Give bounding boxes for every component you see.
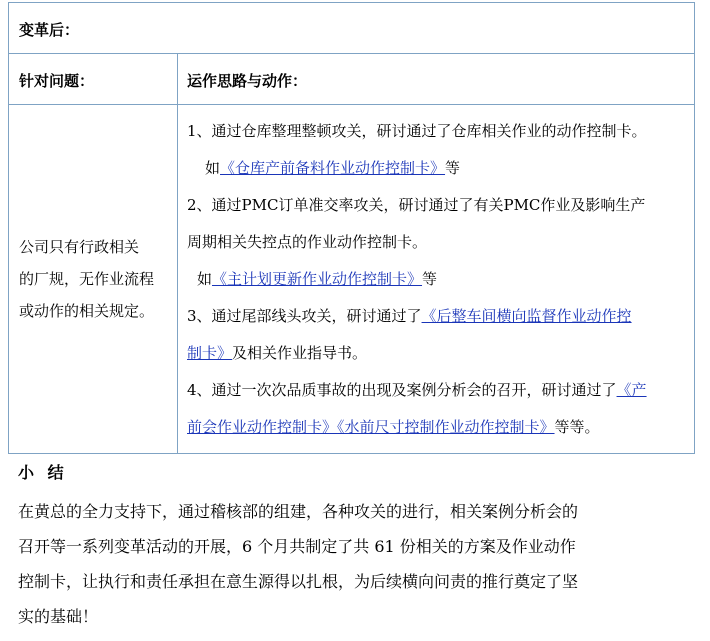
- link-master-plan-card[interactable]: 《主计划更新作业动作控制卡》: [212, 270, 423, 288]
- action-3-prefix: 3、通过尾部线头攻关，研讨通过了: [187, 307, 422, 325]
- summary-line: 在黄总的全力支持下，通过稽核部的组建，各种攻关的进行，相关案例分析会的: [18, 502, 579, 521]
- action-3-line-2: [187, 335, 692, 372]
- action-2-line-1: 2、通过PMC订单准交率攻关，研讨通过了有关PMC作业及影响生产: [187, 196, 646, 214]
- action-2-line-3: [187, 261, 692, 298]
- action-4-suffix: 等等。: [554, 418, 600, 436]
- link-size-control-card[interactable]: 《水前尺寸控制作业动作控制卡》: [337, 418, 555, 436]
- action-2-line-2: 周期相关失控点的作业动作控制卡。: [187, 233, 428, 251]
- action-4-prefix: 4、通过一次次品质事故的出现及案例分析会的召开，研讨通过了: [187, 381, 617, 399]
- action-2-prefix: 如: [197, 270, 213, 288]
- action-3-suffix: 及相关作业指导书。: [232, 344, 368, 362]
- actions-cell: [187, 113, 692, 446]
- summary-line: 实的基础！: [18, 607, 99, 626]
- action-3-line-1: [187, 298, 692, 335]
- problem-cell: [19, 231, 169, 327]
- summary-text: [18, 494, 694, 634]
- summary-line: 召开等一系列变革活动的开展，6 个月共制定了共 61 份相关的方案及作业动作: [18, 537, 576, 556]
- table-title-row: [9, 3, 694, 54]
- action-4-line-1: [187, 372, 692, 409]
- link-premeeting-card[interactable]: 《产: [616, 381, 647, 399]
- header-problem: 针对问题：: [19, 72, 95, 90]
- action-1-line-1: 1、通过仓库整理整顿攻关，研讨通过了仓库相关作业的动作控制卡。: [187, 122, 647, 140]
- summary-title: 小 结: [18, 463, 68, 482]
- summary-line: 控制卡，让执行和责任承担在意生源得以扎根，为后续横向问责的推行奠定了坚: [18, 572, 579, 591]
- link-finishing-card-cont[interactable]: 制卡》: [187, 344, 233, 362]
- table-title: 变革后：: [19, 21, 80, 39]
- table-body-row: [9, 105, 694, 453]
- table-header-row: [9, 54, 694, 105]
- change-table: [8, 2, 695, 454]
- action-1-prefix: 如: [205, 159, 221, 177]
- problem-line: 公司只有行政相关: [19, 238, 140, 256]
- link-premeeting-card-cont[interactable]: 前会作业动作控制卡》: [187, 418, 338, 436]
- header-actions: 运作思路与动作：: [187, 72, 308, 90]
- problem-line: 或动作的相关规定。: [19, 302, 155, 320]
- problem-line: 的厂规，无作业流程: [19, 270, 155, 288]
- link-finishing-card[interactable]: 《后整车间横向监督作业动作控: [421, 307, 632, 325]
- action-4-line-2: [187, 409, 692, 446]
- action-1-line-2: [187, 150, 692, 187]
- action-1-suffix: 等: [445, 159, 461, 177]
- link-warehouse-card[interactable]: 《仓库产前备料作业动作控制卡》: [220, 159, 446, 177]
- action-2-suffix: 等: [422, 270, 438, 288]
